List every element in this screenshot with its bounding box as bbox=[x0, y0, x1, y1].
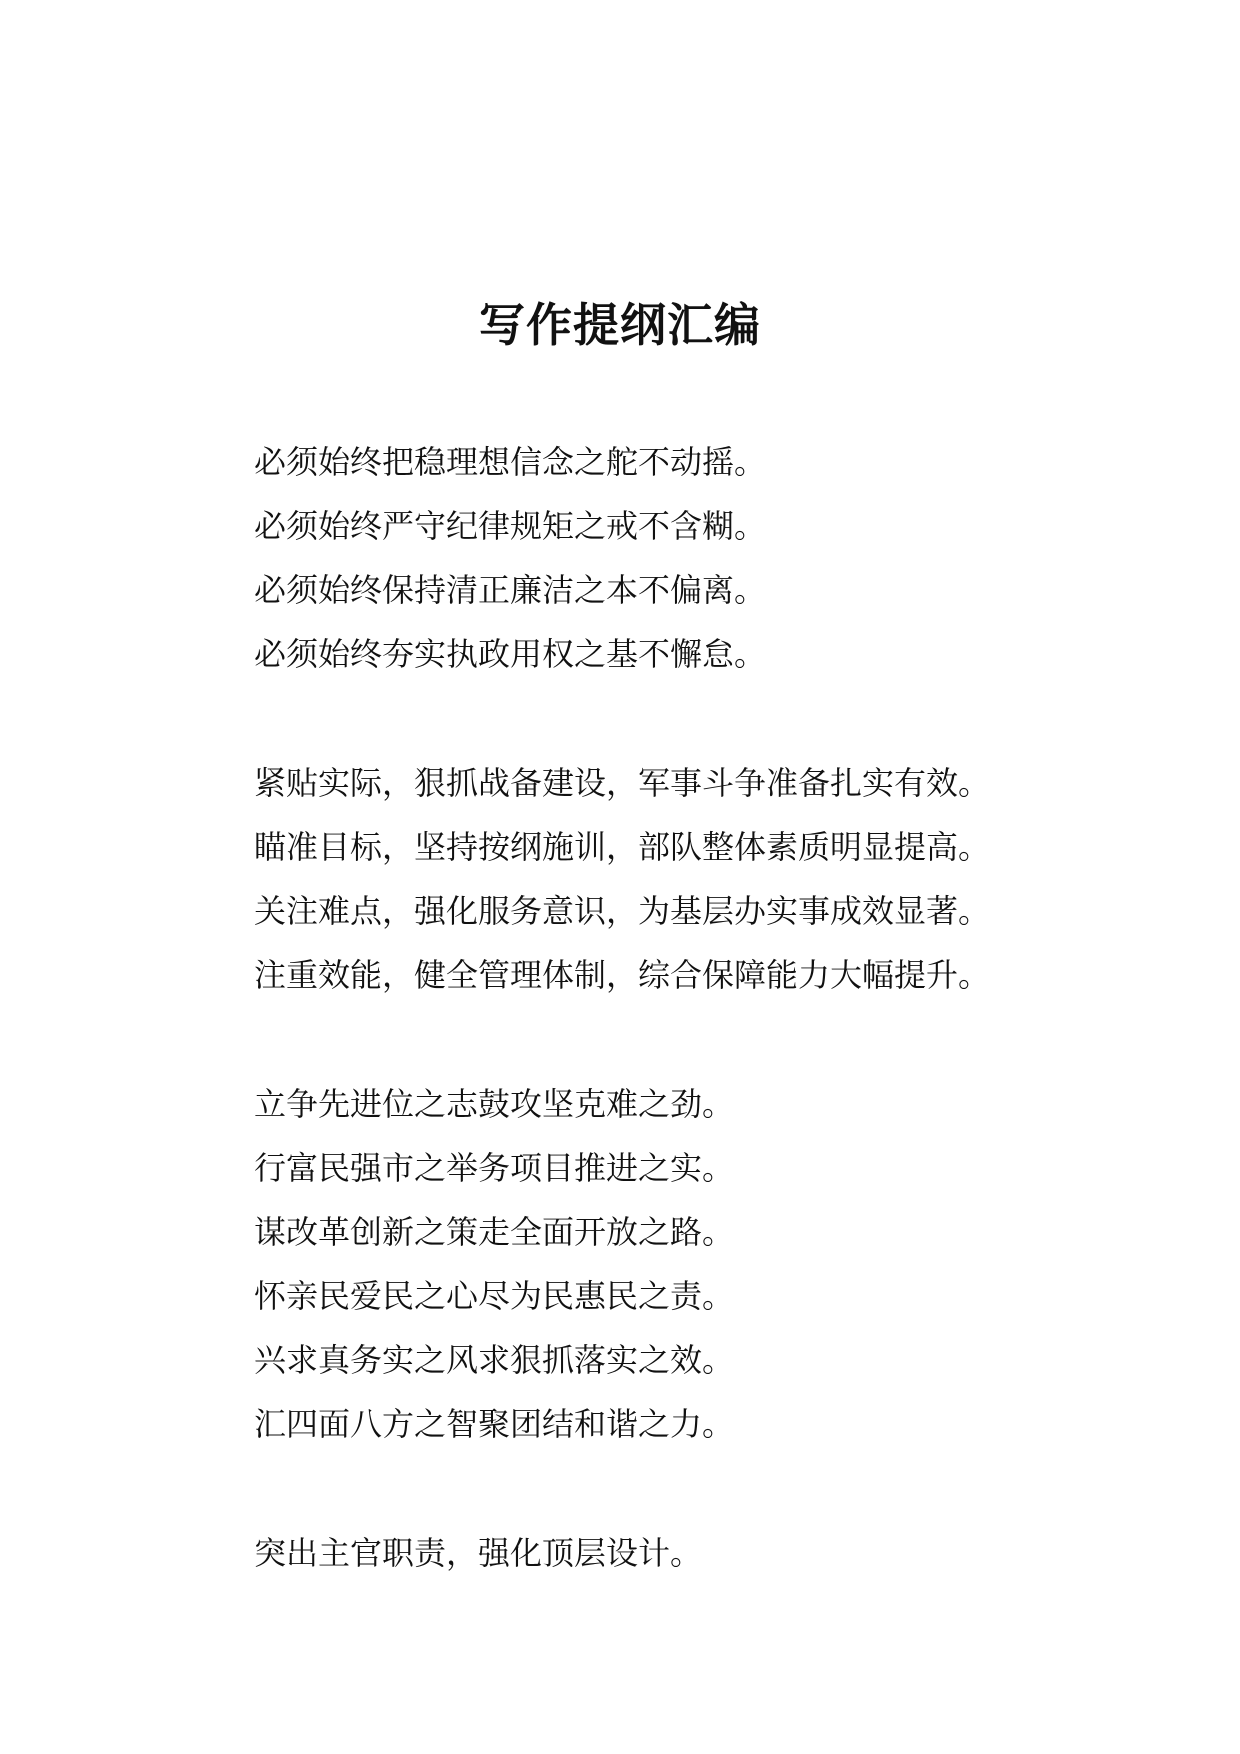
document-body bbox=[254, 430, 1154, 1650]
text-line: 必须始终夯实执政用权之基不懈怠。 bbox=[254, 635, 767, 673]
paragraph-group-1 bbox=[254, 430, 1154, 686]
paragraph-group-2 bbox=[254, 751, 1154, 1007]
text-line: 必须始终把稳理想信念之舵不动摇。 bbox=[254, 443, 767, 481]
text-line: 注重效能，健全管理体制，综合保障能力大幅提升。 bbox=[254, 956, 991, 994]
text-line: 行富民强市之举务项目推进之实。 bbox=[254, 1149, 735, 1187]
text-line: 必须始终保持清正廉洁之本不偏离。 bbox=[254, 571, 767, 609]
text-line: 瞄准目标，坚持按纲施训，部队整体素质明显提高。 bbox=[254, 828, 991, 866]
text-line: 必须始终严守纪律规矩之戒不含糊。 bbox=[254, 507, 767, 545]
paragraph-group-3 bbox=[254, 1072, 1154, 1456]
text-line: 关注难点，强化服务意识，为基层办实事成效显著。 bbox=[254, 892, 991, 930]
text-line: 怀亲民爱民之心尽为民惠民之责。 bbox=[254, 1277, 735, 1315]
text-line: 紧贴实际，狠抓战备建设，军事斗争准备扎实有效。 bbox=[254, 764, 991, 802]
paragraph-group-4 bbox=[254, 1521, 1154, 1585]
text-line: 兴求真务实之风求狠抓落实之效。 bbox=[254, 1341, 735, 1379]
text-line: 谋改革创新之策走全面开放之路。 bbox=[254, 1213, 735, 1251]
document-title: 写作提纲汇编 bbox=[479, 298, 761, 352]
text-line: 立争先进位之志鼓攻坚克难之劲。 bbox=[254, 1085, 735, 1123]
text-line: 突出主官职责，强化顶层设计。 bbox=[254, 1534, 703, 1572]
text-line: 汇四面八方之智聚团结和谐之力。 bbox=[254, 1405, 735, 1443]
